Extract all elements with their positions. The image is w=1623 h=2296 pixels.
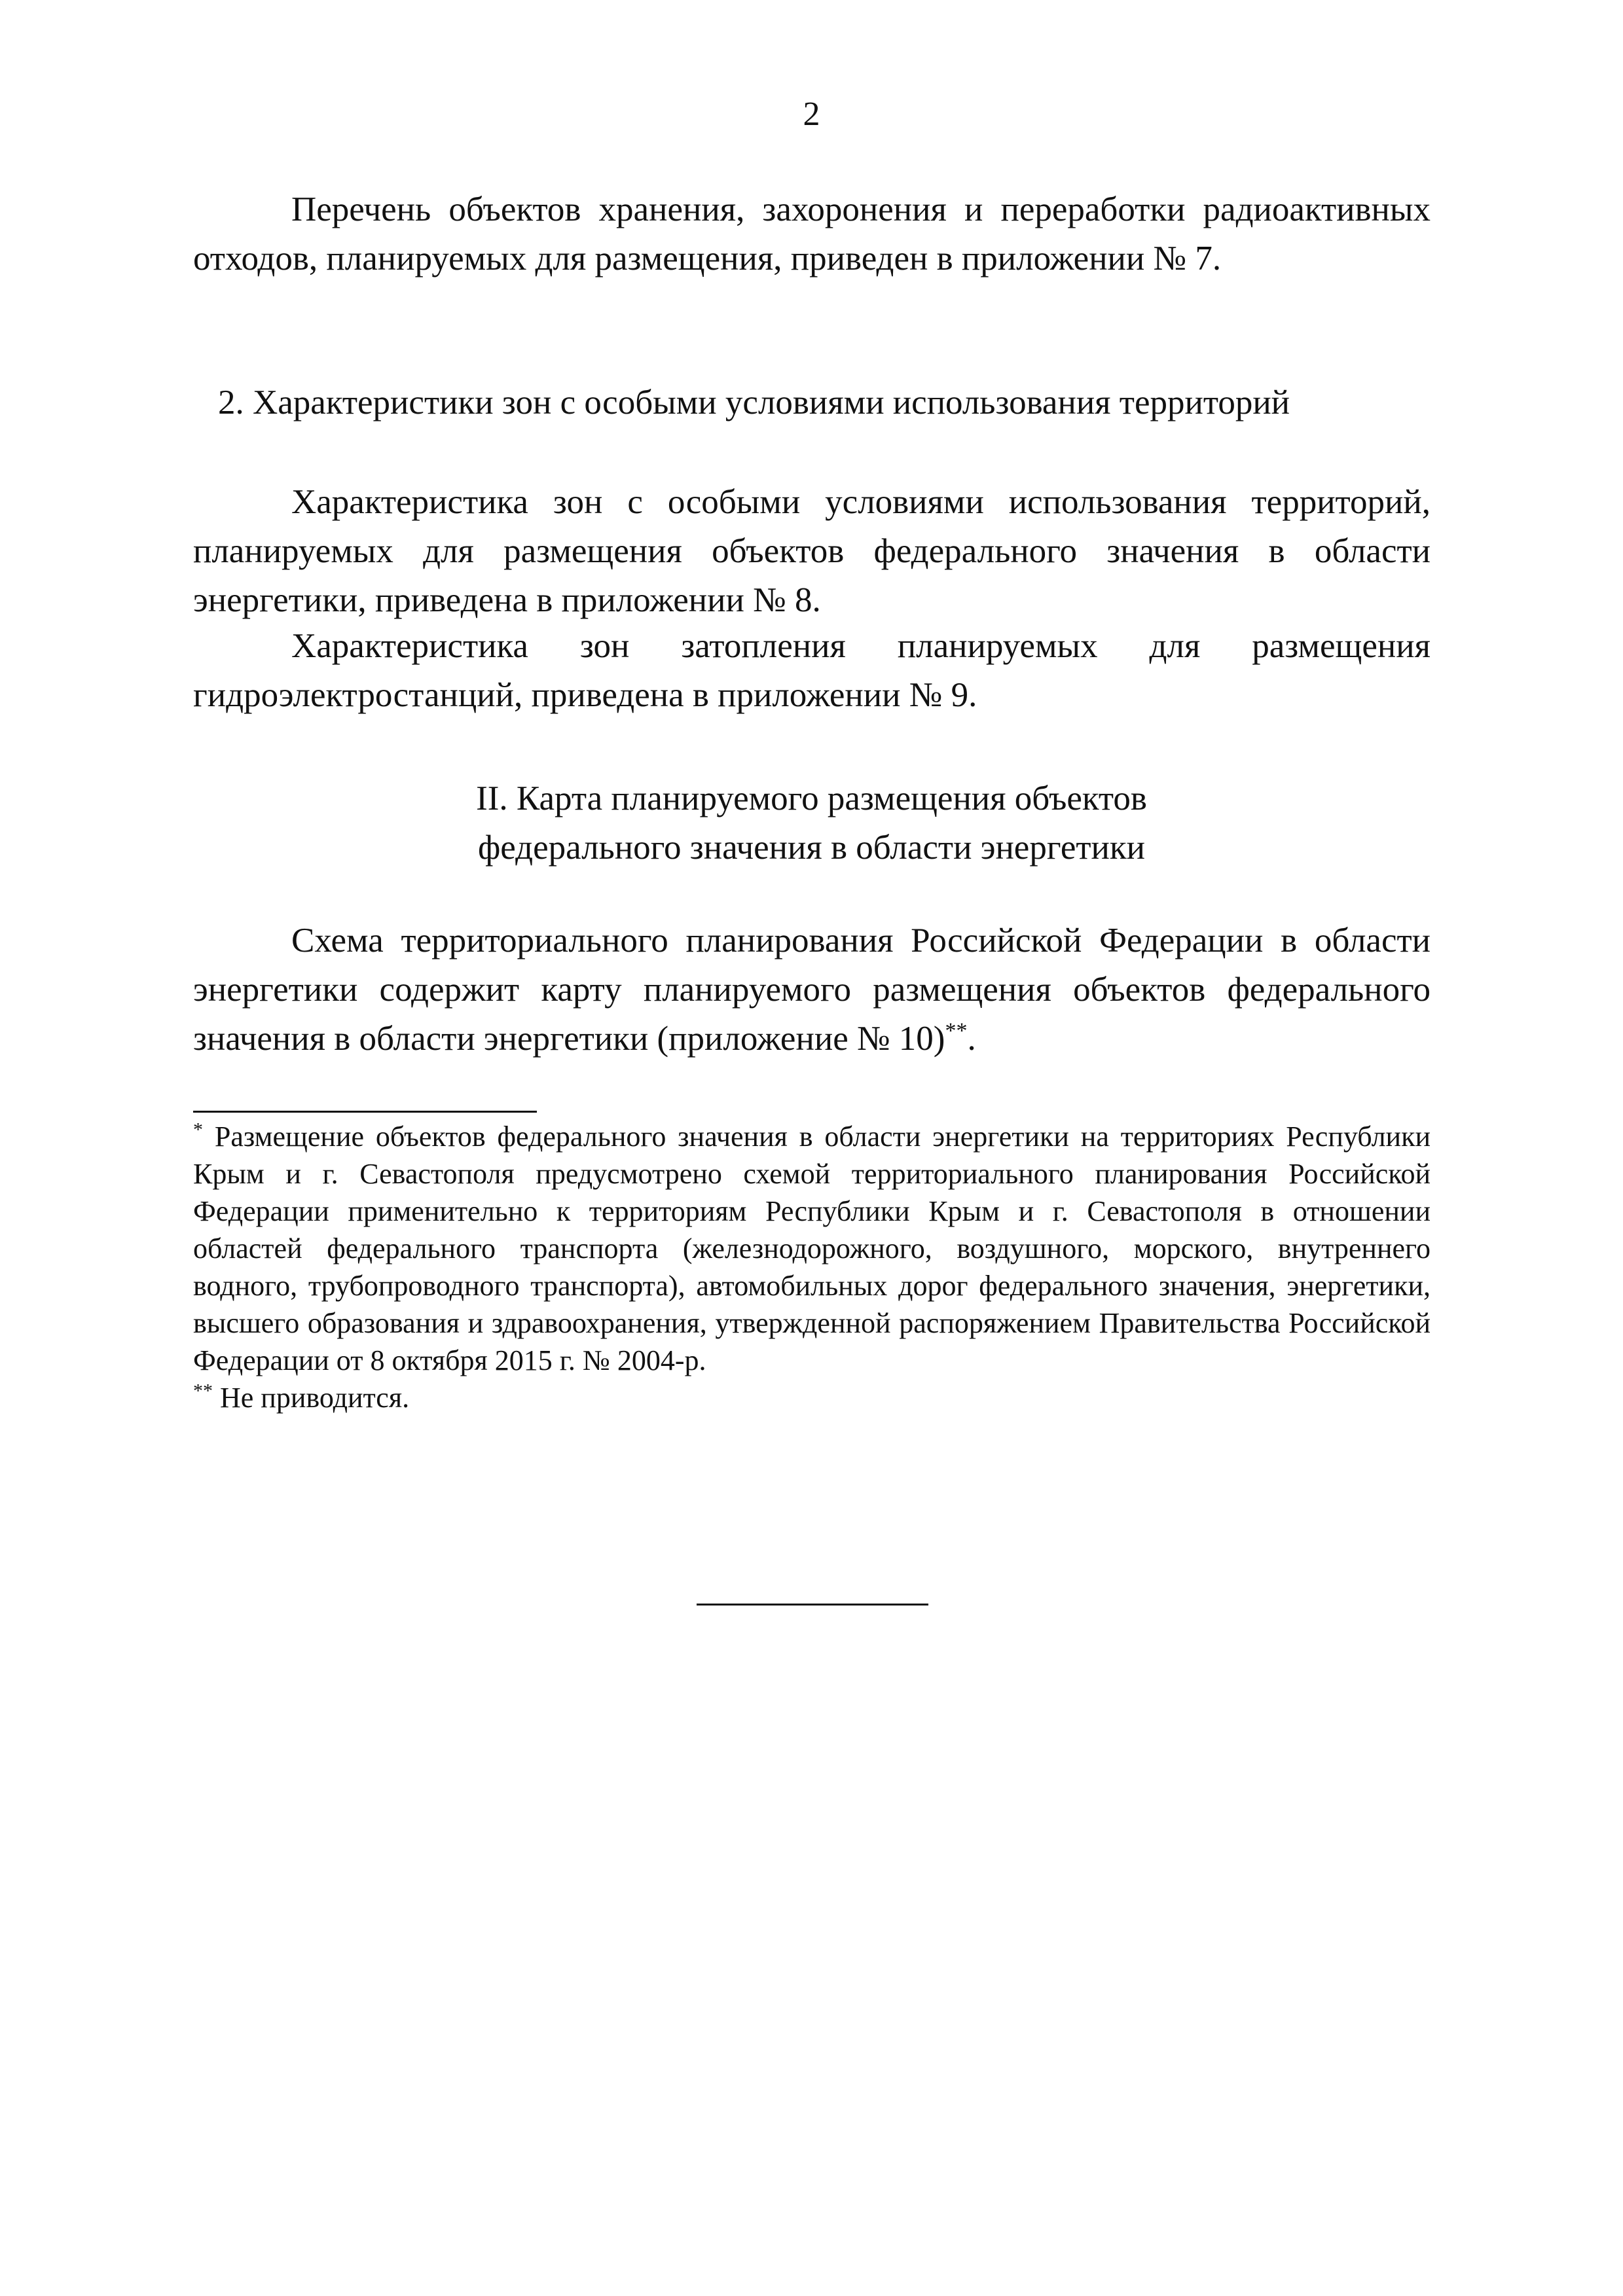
paragraph-text: Характеристика зон с особыми условиями использования территорий, планируемых для размещения объектов федерального значения в области энергетики, приведена в приложении № 8. bbox=[193, 483, 1431, 619]
page-number: 2 bbox=[803, 96, 820, 133]
footnote-reference: ** bbox=[945, 1018, 968, 1043]
footnote-separator bbox=[193, 1111, 537, 1113]
footnote-text: Размещение объектов федерального значения в области энергетики на территориях Республики Крым и г. Севастополя предусмотрено схемой территориального планирования Российской Федерации применительно к территориям Республики Крым и г. Севастополя в отношении областей федерального транспорта (железнодорожного, воздушного, морского, внутреннего водного, трубопроводного транспорта), автомобильных дорог федерального значения, энергетики, высшего образования и здравоохранения, утвержденной распоряжением Правительства Российской Федерации от 8 октября 2015 г. № 2004-р. bbox=[193, 1121, 1431, 1376]
paragraph-radioactive-waste bbox=[193, 185, 1431, 283]
section-heading-2: 2. Характеристики зон с особыми условиями использования территорий bbox=[218, 384, 1290, 422]
end-of-document-rule bbox=[697, 1604, 928, 1605]
paragraph-map-scheme bbox=[193, 916, 1431, 1064]
paragraph-text: Перечень объектов хранения, захоронения и переработки радиоактивных отходов, планируемых для размещения, приведен в приложении № 7. bbox=[193, 190, 1431, 278]
paragraph-text: Характеристика зон затопления планируемых для размещения гидроэлектростанций, приведена в приложении № 9. bbox=[193, 627, 1431, 714]
footnote-mark: * bbox=[193, 1119, 203, 1141]
footnote-1 bbox=[193, 1118, 1431, 1379]
paragraph-text bbox=[193, 916, 1431, 1064]
footnote-mark: ** bbox=[193, 1380, 213, 1402]
footnote-text: Не приводится. bbox=[220, 1382, 410, 1414]
paragraph-period: . bbox=[967, 1020, 976, 1058]
footnotes bbox=[193, 1118, 1431, 1416]
footnote-2 bbox=[193, 1379, 1431, 1416]
paragraph-flood-zones bbox=[193, 622, 1431, 720]
paragraph-body: Схема территориального планирования Российской Федерации в области энергетики содержит карту планируемого размещения объектов федерального значения в области энергетики (приложение № 10) bbox=[193, 922, 1431, 1058]
section-heading-ii bbox=[0, 774, 1623, 872]
heading-line-2: федерального значения в области энергетики bbox=[477, 829, 1146, 867]
paragraph-zones-characteristics bbox=[193, 478, 1431, 625]
heading-line-1: II. Карта планируемого размещения объектов bbox=[476, 780, 1147, 817]
